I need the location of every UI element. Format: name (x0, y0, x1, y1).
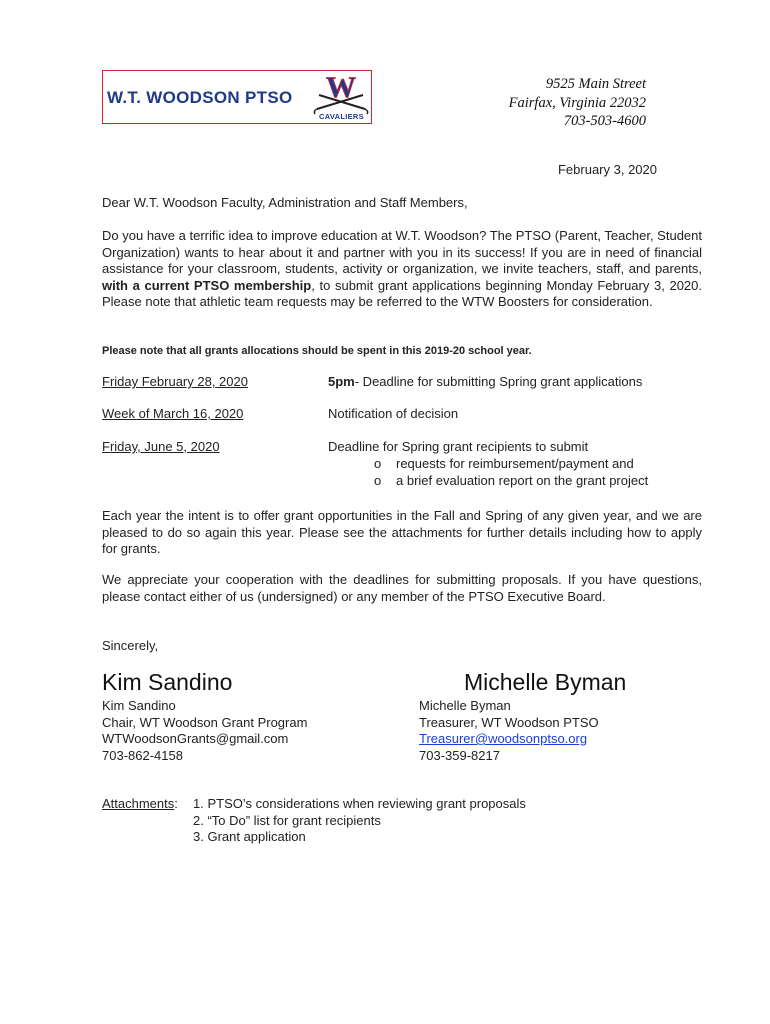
schedule-item-1 (328, 374, 642, 389)
schedule-date-1: Friday February 28, 2020 (102, 374, 248, 389)
membership-emphasis: with a current PTSO membership (102, 277, 312, 293)
attachments-label-row: Attachments: (102, 796, 178, 811)
deadline-time: 5pm (328, 374, 355, 389)
schedule-item-2: Notification of decision (328, 406, 459, 421)
signer-2-phone: 703-359-8217 (419, 747, 500, 763)
signer-1-phone: 703-862-4158 (102, 747, 183, 763)
attachment-item: 3. Grant application (193, 829, 306, 844)
attachment-item: 2. “To Do” list for grant recipients (193, 812, 381, 828)
ptso-logo (102, 70, 372, 124)
attachment-item: 1. PTSO’s considerations when reviewing grant proposals (193, 796, 526, 811)
closing: Sincerely, (102, 638, 159, 653)
signer-1-block (102, 698, 307, 764)
schedule-date-2: Week of March 16, 2020 (102, 406, 244, 421)
schedule-bullet (374, 473, 648, 488)
schedule-bullet (374, 456, 634, 471)
logo-letter: W (326, 71, 356, 104)
signer-2-name: Michelle Byman (419, 698, 511, 713)
attachments-label: Attachments (102, 796, 175, 811)
bullet-text: requests for reimbursement/payment and (396, 456, 634, 471)
address-street: 9525 Main Street (545, 76, 646, 92)
signer-1-title: Chair, WT Woodson Grant Program (102, 714, 308, 730)
signer-2-email-link[interactable]: Treasurer@woodsonptso.org (419, 731, 588, 746)
logo-caption: CAVALIERS (319, 112, 364, 121)
signer-2-block (419, 698, 599, 764)
spending-note: Please note that all grants allocations should be spent in this 2019-20 school year. (102, 345, 532, 357)
signer-2-title: Treasurer, WT Woodson PTSO (419, 714, 599, 730)
signature-1: Kim Sandino (102, 669, 233, 695)
signer-1-name: Kim Sandino (102, 698, 176, 713)
schedule-date-3: Friday, June 5, 2020 (102, 439, 220, 454)
bullet-marker: o (374, 456, 382, 471)
signer-1-email: WTWoodsonGrants@gmail.com (102, 731, 289, 746)
salutation: Dear W.T. Woodson Faculty, Administration and Staff Members, (102, 195, 468, 210)
cooperation-paragraph: We appreciate your cooperation with the deadlines for submitting proposals. If you have questions, please contact either of us (undersigned) or any member of the PTSO Executive Board. (102, 572, 702, 604)
logo-name: W.T. WOODSON PTSO (107, 88, 293, 107)
bullet-text: a brief evaluation report on the grant project (396, 473, 649, 488)
intro-paragraph (102, 228, 702, 311)
attachments-list (193, 796, 526, 846)
address-city: Fairfax, Virginia 22032 (508, 95, 646, 111)
schedule-item-3: Deadline for Spring grant recipients to submit (328, 439, 589, 454)
intro-text: Do you have a terrific idea to improve education at W.T. Woodson? The PTSO (Parent, Teacher, Student Organization) wants to hear about it and partner with you in its success! If you are in need of financial assistance for your classroom, students, activity or organization, we invite teachers, staff, and parents, (102, 228, 702, 276)
signature-2: Michelle Byman (464, 669, 627, 695)
schedule-text-1: - Deadline for submitting Spring grant applications (354, 374, 643, 389)
bullet-marker: o (374, 473, 382, 488)
grant-opportunity-paragraph: Each year the intent is to offer grant opportunities in the Fall and Spring of any given year, and we are pleased to do so again this year. Please see the attachments for further details including how to apply for grants. (102, 508, 702, 556)
intro-text-end: , to submit grant applications beginning Monday February 3, 2020. Please note that athletic team requests may be referred to the WTW Boosters for consideration. (102, 277, 702, 309)
address-phone: 703-503-4600 (563, 113, 646, 129)
letter-date: February 3, 2020 (557, 162, 657, 177)
